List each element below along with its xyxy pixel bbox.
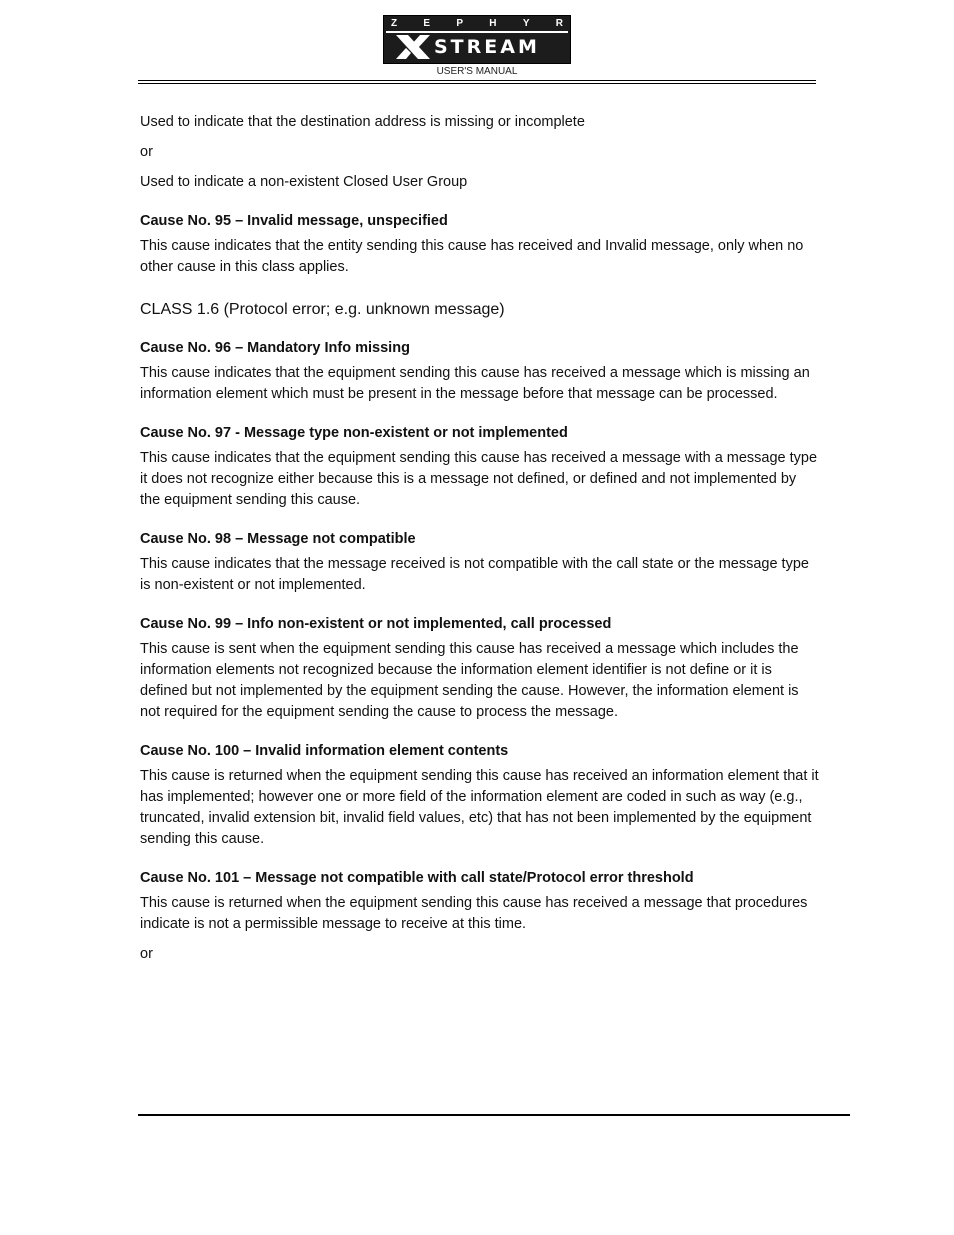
cause-heading: Cause No. 98 – Message not compatible xyxy=(140,531,416,547)
paragraph: or xyxy=(140,144,153,160)
logo-wordmark: STREAM xyxy=(434,36,540,58)
cause-heading: Cause No. 100 – Invalid information element contents xyxy=(140,743,509,759)
logo-letter: H xyxy=(489,18,497,29)
cause-heading: Cause No. 99 – Info non-existent or not implemented, call processed xyxy=(140,616,612,632)
cause-description: This cause indicates that the entity sending this cause has received and Invalid message, only when no other cause in this class applies. xyxy=(140,238,804,275)
cause-description: This cause indicates that the equipment sending this cause has received a message with a message type it does not recognize either because this is a message not defined, or defined and not implemented by the equipment sending this cause. xyxy=(140,450,818,508)
logo-letter: Y xyxy=(522,18,530,29)
paragraph: or xyxy=(140,946,153,962)
header-divider xyxy=(138,80,816,81)
page-header xyxy=(0,0,954,90)
logo-letter: R xyxy=(555,18,563,29)
cause-heading: Cause No. 97 - Message type non-existent or not implemented xyxy=(140,425,568,441)
header-divider xyxy=(138,83,816,84)
cause-heading: Cause No. 95 – Invalid message, unspecified xyxy=(140,213,448,229)
footer-divider xyxy=(138,1114,850,1116)
zephyr-xstream-logo xyxy=(383,15,571,64)
cause-description: This cause is returned when the equipment sending this cause has received an information element that it has implemented; however one or more field of the information element are coded in such as way (e.g., truncated, invalid extension bit, invalid field values, etc) that has not been implemented by the equipment sending this cause. xyxy=(140,768,819,847)
cause-heading: Cause No. 101 – Message not compatible with call state/Protocol error threshold xyxy=(140,870,694,886)
cause-description: This cause is sent when the equipment sending this cause has received a message which includes the information elements not recognized because the information element identifier is not define or it is defined but not implemented by the equipment sending the cause. However, the information element is not required for the equipment sending the cause to process the message. xyxy=(140,641,799,720)
manual-label: USER'S MANUAL xyxy=(436,66,518,77)
class-heading: CLASS 1.6 (Protocol error; e.g. unknown message) xyxy=(140,301,505,318)
cause-heading: Cause No. 96 – Mandatory Info missing xyxy=(140,340,410,356)
logo-brand-letters xyxy=(384,17,570,31)
logo-letter: P xyxy=(456,18,464,29)
document-body xyxy=(140,112,820,965)
paragraph: Used to indicate a non-existent Closed User Group xyxy=(140,174,468,190)
cause-description: This cause is returned when the equipment sending this cause has received a message that procedures indicate is not a permissible message to receive at this time. xyxy=(140,895,808,932)
logo-letter: Z xyxy=(391,18,398,29)
logo-letter: E xyxy=(423,18,431,29)
cause-description: This cause indicates that the message received is not compatible with the call state or the message type is non-existent or not implemented. xyxy=(140,556,809,593)
logo-x-icon xyxy=(394,33,432,61)
paragraph: Used to indicate that the destination address is missing or incomplete xyxy=(140,114,585,130)
cause-description: This cause indicates that the equipment sending this cause has received a message which is missing an information element which must be present in the message before that message can be processed. xyxy=(140,365,810,402)
